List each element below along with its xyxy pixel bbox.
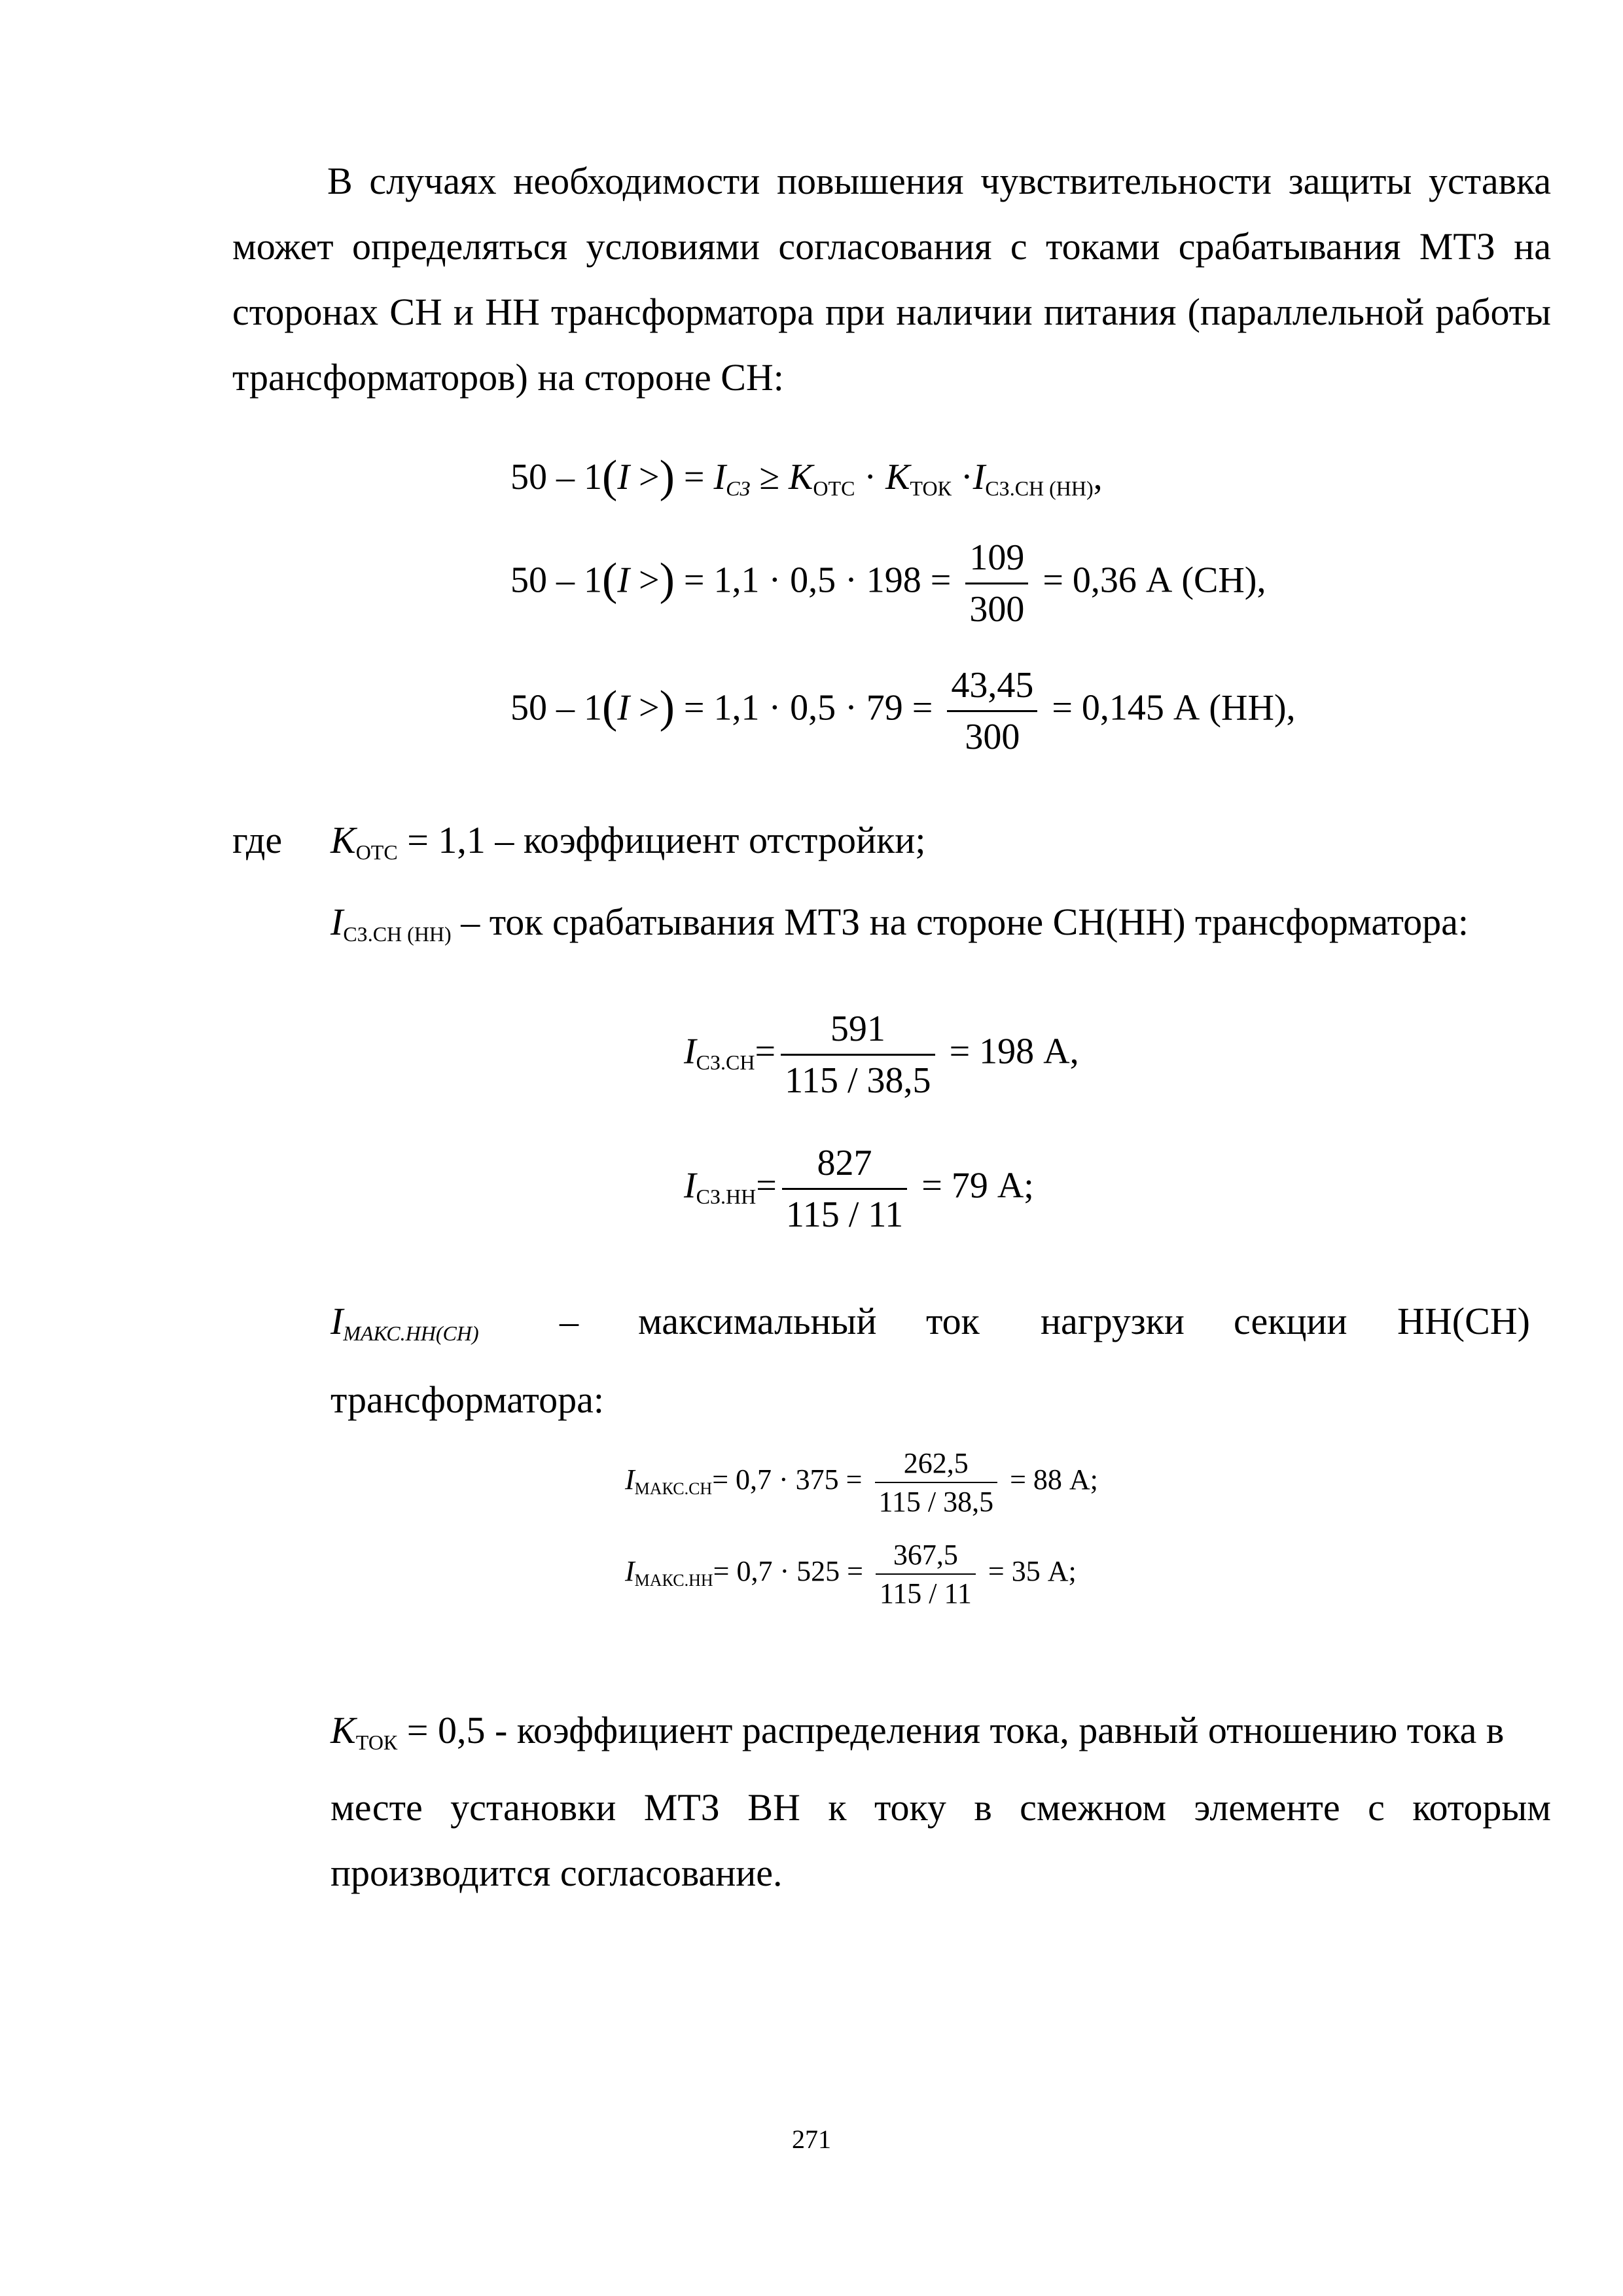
definition-isz: IСЗ.СН (НН) – ток срабатывания МТЗ на стороне СН(НН) трансформатора: [330,901,1469,946]
imax-word: секции [1234,1300,1347,1342]
equation-6: IМАКС.СН= 0,7 · 375 = $\frac{262,5}{115 / 38,5}$ = 88 А; [625,1447,1098,1518]
where-label: где [232,819,283,861]
imax-dash: – [560,1300,579,1342]
imax-word: НН(СН) [1397,1300,1530,1342]
imax-symbol: IМАКС.НН(СН) [330,1300,479,1345]
fraction: $\frac{43,45}{300}$ [947,664,1037,758]
equation-4: IСЗ.СН= $\frac{591}{115 / 38,5}$ = 198 А, [684,1009,1079,1101]
page-number: 271 [792,2125,831,2154]
equation-5: IСЗ.НН= $\frac{827}{115 / 11}$ = 79 А; [684,1143,1034,1235]
imax-word: нагрузки [1041,1300,1185,1342]
paragraph-line: сторонах СН и НН трансформатора при наличии питания (параллельной работы [232,291,1551,333]
fraction: $\frac{827}{115 / 11}$ [782,1142,907,1236]
definition-ktok: KТОК = 0,5 - коэффициент распределения тока, равный отношению тока в [330,1709,1505,1754]
imax-word: ток [926,1300,980,1342]
fraction: $\frac{367,5}{115 / 11}$ [876,1538,976,1610]
equation-2: 50 – 1(I >) = 1,1 · 0,5 · 198 = $\frac{109}{300}$ = 0,36 А (СН), [510,537,1266,630]
fraction: $\frac{262,5}{115 / 38,5}$ [875,1446,998,1518]
fraction: $\frac{591}{115 / 38,5}$ [781,1008,935,1102]
paragraph-line: производится согласование. [330,1852,783,1894]
paragraph-line: трансформаторов) на стороне СН: [232,356,784,399]
equation-1: 50 – 1(I >) = IСЗ ≥ KОТС · KТОК ·IСЗ.СН (НН), [510,452,1103,502]
fraction: $\frac{109}{300}$ [965,537,1028,630]
equation-7: IМАКС.НН= 0,7 · 525 = $\frac{367,5}{115 / 11}$ = 35 А; [625,1539,1077,1609]
definition-kotc: KОТС = 1,1 – коэффициент отстройки; [330,819,926,864]
equation-3: 50 – 1(I >) = 1,1 · 0,5 · 79 = $\frac{43,45}{300}$ = 0,145 А (НН), [510,665,1296,757]
imax-line2: трансформатора: [330,1378,604,1421]
paragraph-line: месте установки МТЗ ВН к току в смежном элементе с которым [330,1786,1551,1829]
paragraph-line: может определяться условиями согласования с токами срабатывания МТЗ на [232,225,1551,268]
paragraph-line: В случаях необходимости повышения чувствительности защиты уставка [327,160,1551,202]
imax-word: максимальный [638,1300,877,1342]
